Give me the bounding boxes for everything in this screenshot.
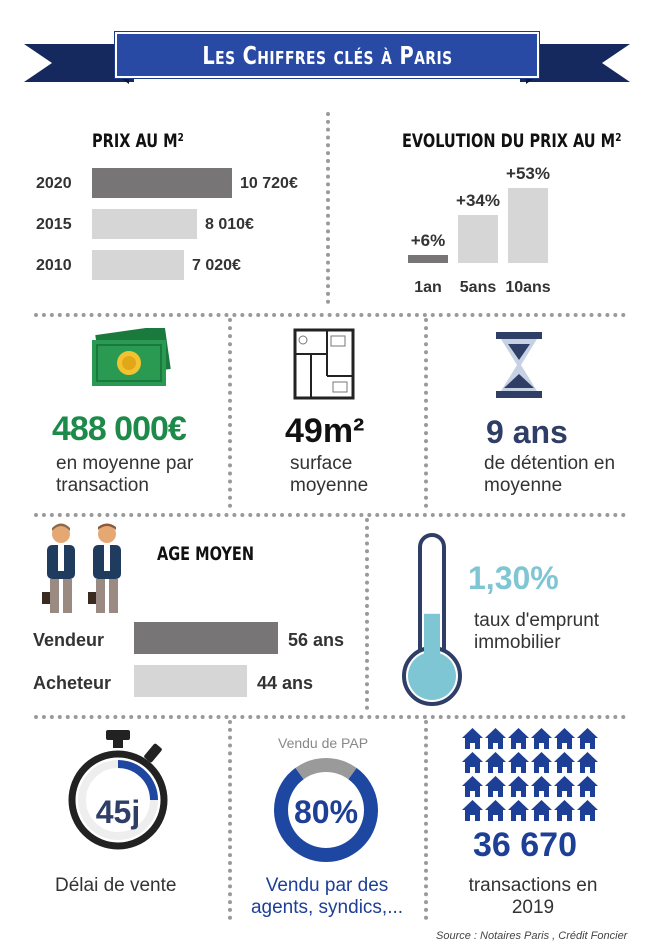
house-icon [462,776,483,797]
prix-category-label: 2020 [36,175,72,192]
detention-caption: de détention en moyenne [484,453,616,496]
house-icon [508,776,529,797]
evo-chart-title-wrap [402,130,654,152]
house-icon [577,752,598,773]
house-icon [531,752,552,773]
delay-value: 45j [95,794,141,830]
age-bar [134,622,278,654]
prix-bar [92,168,232,198]
evo-value-label: +53% [506,164,550,183]
house-icon [508,728,529,749]
age-value-label: 44 ans [257,673,314,693]
house-icon [577,728,598,749]
houses-grid [462,728,602,824]
house-icon [577,776,598,797]
prix-chart-title-wrap [92,130,200,152]
evo-category-label: 1an [414,279,442,296]
floor-plan-icon [293,328,355,400]
age-value-label: 56 ans [288,630,345,650]
prix-value-label: 10 720€ [240,175,298,192]
house-icon [531,800,552,821]
transactions-value: 36 670 [473,826,577,864]
prix-category-label: 2010 [36,257,72,274]
prix-category-label: 2015 [36,216,72,233]
separator-h2 [34,513,626,517]
hourglass-icon [494,330,544,400]
age-bar [134,665,247,697]
prix-value-label: 7 020€ [192,257,241,274]
house-icon [485,800,506,821]
house-icon [485,752,506,773]
house-icon [554,728,575,749]
separator-v4 [365,518,369,710]
rate-value: 1,30% [468,560,559,596]
detention-value: 9 ans [486,414,568,450]
house-icon [531,728,552,749]
age-category-label: Vendeur [33,630,105,650]
prix-bar [92,250,184,280]
separator-h1 [34,313,626,317]
thermometer-icon [400,532,464,708]
house-icon [485,776,506,797]
surface-caption: surface moyenne [290,453,369,496]
prix-chart-title: PRIX AU M² [92,130,184,152]
evo-bar [458,215,498,263]
pap-slice-pap [300,765,353,774]
pap-center-label: 80% [293,794,359,830]
source-note: Source : Notaires Paris , Crédit Foncier [436,930,628,942]
separator-v3 [424,318,428,508]
separator-v2 [228,318,232,508]
separator-v5 [228,720,232,920]
pap-caption: Vendu par des agents, syndics,... [250,875,404,918]
title-banner [115,32,539,78]
rate-caption: taux d'emprunt immobilier [474,610,600,653]
transactions-caption: transactions en 2019 [468,875,598,918]
house-icon [462,752,483,773]
money-icon [88,328,172,390]
evo-value-label: +6% [410,231,446,250]
evo-category-label: 5ans [459,279,497,296]
separator-v1 [326,112,330,304]
surface-value: 49m² [285,412,365,450]
evo-category-label: 10ans [505,279,551,296]
house-icon [554,752,575,773]
house-icon [508,800,529,821]
evo-bar [508,188,548,263]
delay-caption: Délai de vente [55,875,177,896]
pap-label: Vendu de PAP [278,735,369,751]
prix-value-label: 8 010€ [205,216,254,233]
stopwatch-icon [66,728,170,852]
separator-v6 [424,720,428,920]
prix-bar [92,209,197,239]
age-category-label: Acheteur [33,673,112,693]
house-icon [485,728,506,749]
house-icon [462,728,483,749]
house-icon [462,800,483,821]
age-chart-title-wrap [157,543,271,565]
age-chart-title: AGE MOYEN [157,543,255,565]
evo-bar [408,255,448,263]
price-value: 488 000€ [52,410,186,448]
separator-h3 [34,715,626,719]
evo-chart-title: EVOLUTION DU PRIX AU M² [402,130,622,152]
price-caption: en moyenne par transaction [56,453,194,496]
house-icon [554,800,575,821]
house-icon [531,776,552,797]
house-icon [508,752,529,773]
evo-value-label: +34% [456,191,500,210]
house-icon [554,776,575,797]
house-icon [577,800,598,821]
people-icon [40,522,130,616]
page-title: Les Chiffres clés à Paris [201,40,453,70]
